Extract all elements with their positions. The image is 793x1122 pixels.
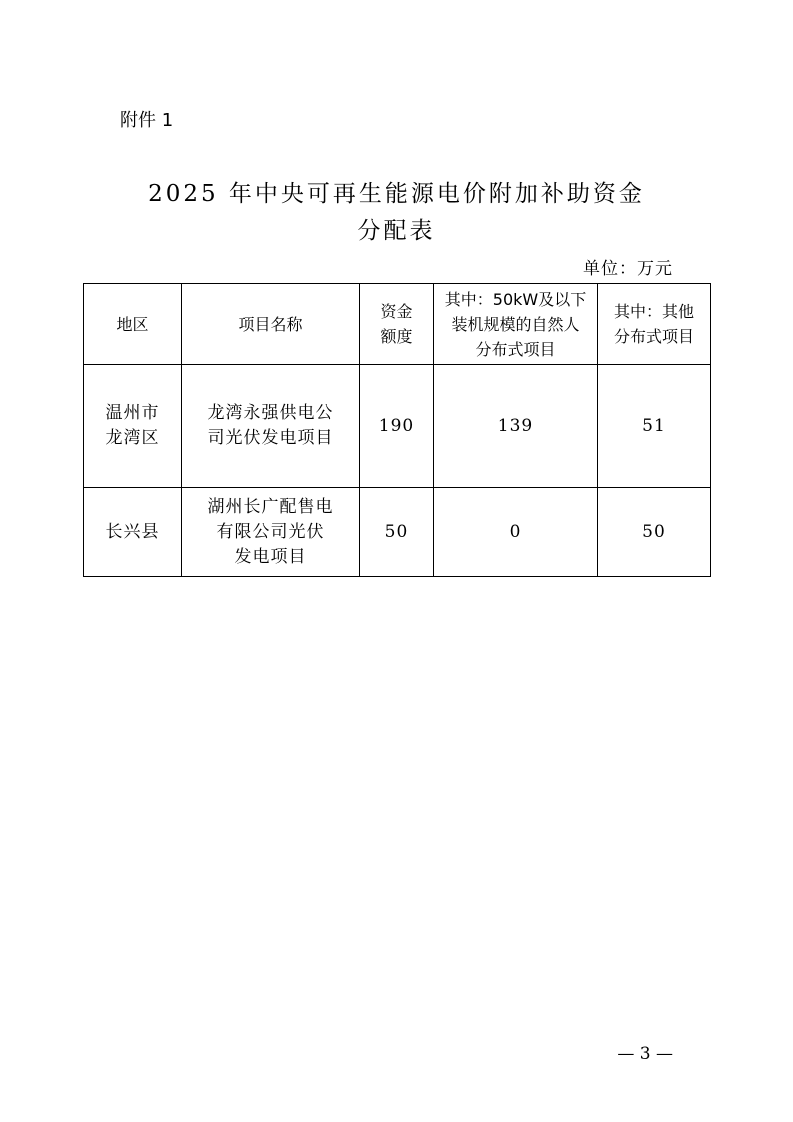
document-title-line1: 2025 年中央可再生能源电价附加补助资金 <box>148 181 645 207</box>
header-region: 地区 <box>84 284 182 365</box>
cell-project-name: 湖州长广配售电 有限公司光伏 发电项目 <box>182 488 360 577</box>
cell-other: 51 <box>598 365 711 488</box>
table-row <box>84 365 711 488</box>
cell-fund-amount: 50 <box>360 488 434 577</box>
cell-project-name: 龙湾永强供电公 司光伏发电项目 <box>182 365 360 488</box>
cell-fund-amount: 190 <box>360 365 434 488</box>
table-header-row <box>84 284 711 365</box>
page-number: — 3 — <box>617 1044 673 1064</box>
header-natural-person-projects: 其中：50kW及以下 装机规模的自然人 分布式项目 <box>434 284 598 365</box>
document-title-line2: 分配表 <box>357 218 436 244</box>
cell-other: 50 <box>598 488 711 577</box>
unit-label: 单位：万元 <box>583 259 673 279</box>
header-project-name: 项目名称 <box>182 284 360 365</box>
cell-natural-person: 0 <box>434 488 598 577</box>
cell-region: 温州市 龙湾区 <box>84 365 182 488</box>
allocation-table <box>83 283 711 577</box>
attachment-label: 附件 1 <box>120 110 174 131</box>
cell-natural-person: 139 <box>434 365 598 488</box>
cell-region: 长兴县 <box>84 488 182 577</box>
header-fund-amount: 资金 额度 <box>360 284 434 365</box>
table-row <box>84 488 711 577</box>
header-other-distributed-projects: 其中：其他 分布式项目 <box>598 284 711 365</box>
